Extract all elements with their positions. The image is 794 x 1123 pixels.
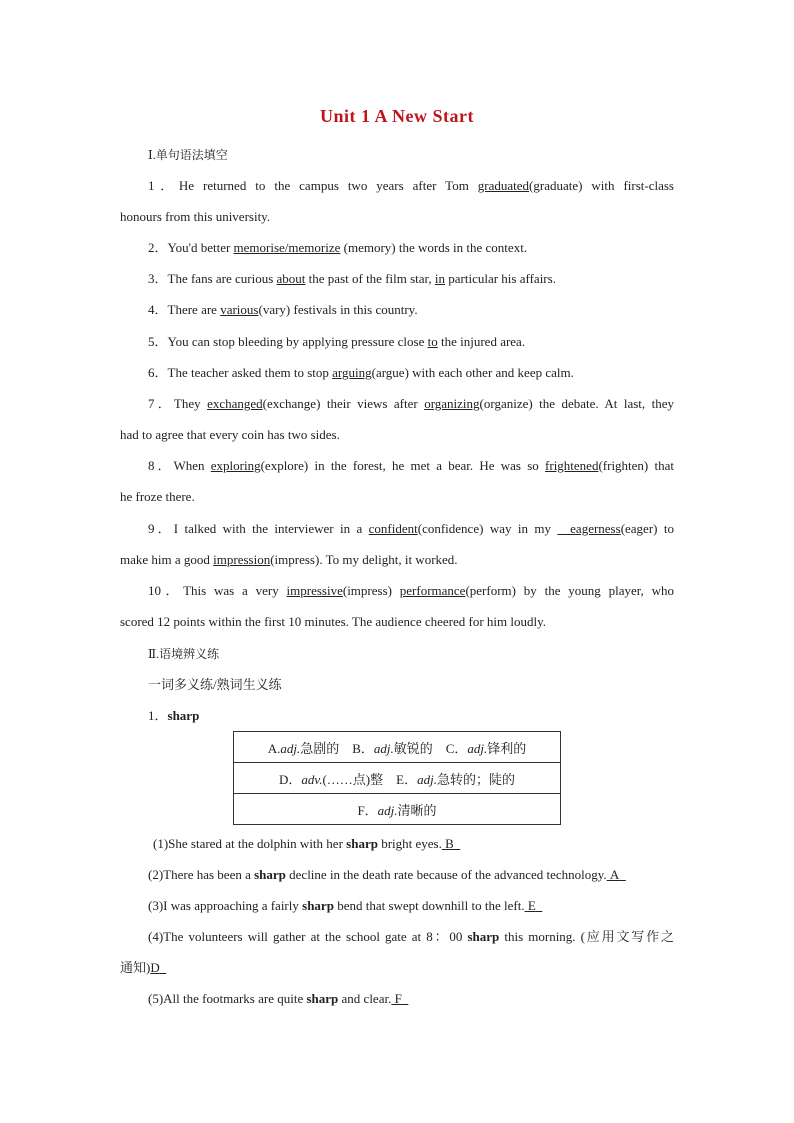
answer-3b: in: [434, 271, 445, 286]
answer-8b: frightened: [545, 458, 599, 473]
question-3: 3．The fans are curious about the past of the film star, in particular his affairs.: [148, 271, 556, 286]
options-row-2: D．adv.(……点)整 E．adj.急转的；陡的: [234, 763, 561, 794]
question-2: 2．You'd better memorise/memorize (memory) the words in the context.: [148, 240, 528, 255]
subsection-heading: 一词多义练/熟词生义练: [148, 677, 282, 692]
sentence-4: (4)The volunteers will gather at the school gate at 8：00 sharp this morning. (应用文写作之: [148, 929, 674, 944]
question-1-cont: honours from this university.: [120, 209, 271, 224]
question-1: 1．He returned to the campus two years after Tom graduated(graduate) with first-class: [148, 178, 674, 193]
answer-s3: E: [527, 898, 536, 913]
section-heading-grammar: Ⅰ.单句语法填空: [148, 148, 228, 162]
sentence-2: (2)There has been a sharp decline in the death rate because of the advanced technology. A: [148, 866, 626, 884]
answer-7b: organizing: [424, 396, 480, 411]
answer-9b: eagerness: [557, 521, 621, 536]
answer-1: graduated: [477, 178, 530, 193]
question-10-cont: scored 12 points within the first 10 minutes. The audience cheered for him loudly.: [120, 614, 547, 629]
answer-10b: performance: [399, 583, 466, 598]
sentence-1: (1)She stared at the dolphin with her sharp bright eyes. B: [153, 835, 460, 853]
answer-3a: about: [276, 271, 306, 286]
answer-9a: confident: [368, 521, 418, 536]
answer-6: arguing: [332, 365, 372, 380]
answer-9c: impression: [213, 552, 271, 567]
answer-s4: D: [150, 960, 160, 975]
sentence-4-cont: 通知)D: [120, 959, 166, 977]
answer-s1: B: [445, 836, 454, 851]
answer-8a: exploring: [210, 458, 261, 473]
answer-2: memorise/memorize: [233, 240, 341, 255]
sentence-3: (3)I was approaching a fairly sharp bend that swept downhill to the left. E: [148, 897, 542, 915]
section-heading-context: Ⅱ.语境辨义练: [148, 647, 220, 661]
page-title: Unit 1 A New Start: [320, 106, 474, 126]
question-7: 7．They exchanged(exchange) their views after organizing(organize) the debate. At last, they: [148, 396, 674, 411]
answer-s2: A: [609, 867, 620, 882]
question-9: 9．I talked with the interviewer in a confident(confidence) way in my eagerness(eager) to: [148, 521, 674, 536]
answer-10a: impressive: [286, 583, 343, 598]
question-6: 6．The teacher asked them to stop arguing(argue) with each other and keep calm.: [148, 365, 574, 380]
sentence-5: (5)All the footmarks are quite sharp and clear. F: [148, 990, 408, 1008]
question-7-cont: had to agree that every coin has two sides.: [120, 427, 340, 442]
answer-4: various: [220, 302, 259, 317]
question-8: 8．When exploring(explore) in the forest, he met a bear. He was so frightened(frighten) that: [148, 458, 674, 473]
answer-s5: F: [394, 991, 402, 1006]
question-8-cont: he froze there.: [120, 489, 195, 504]
options-row-1: A.adj.急剧的 B．adj.敏锐的 C．adj.锋利的: [234, 732, 561, 763]
question-10: 10．This was a very impressive(impress) performance(perform) by the young player, who: [148, 583, 674, 598]
word-heading: 1．sharp: [148, 708, 200, 723]
answer-5: to: [427, 334, 438, 349]
options-row-3: F．adj.清晰的: [234, 794, 561, 825]
question-4: 4．There are various(vary) festivals in this country.: [148, 302, 418, 317]
question-5: 5．You can stop bleeding by applying pressure close to the injured area.: [148, 334, 526, 349]
question-9-cont: make him a good impression(impress). To my delight, it worked.: [120, 552, 458, 567]
options-table: [233, 731, 561, 825]
answer-7a: exchanged: [207, 396, 263, 411]
